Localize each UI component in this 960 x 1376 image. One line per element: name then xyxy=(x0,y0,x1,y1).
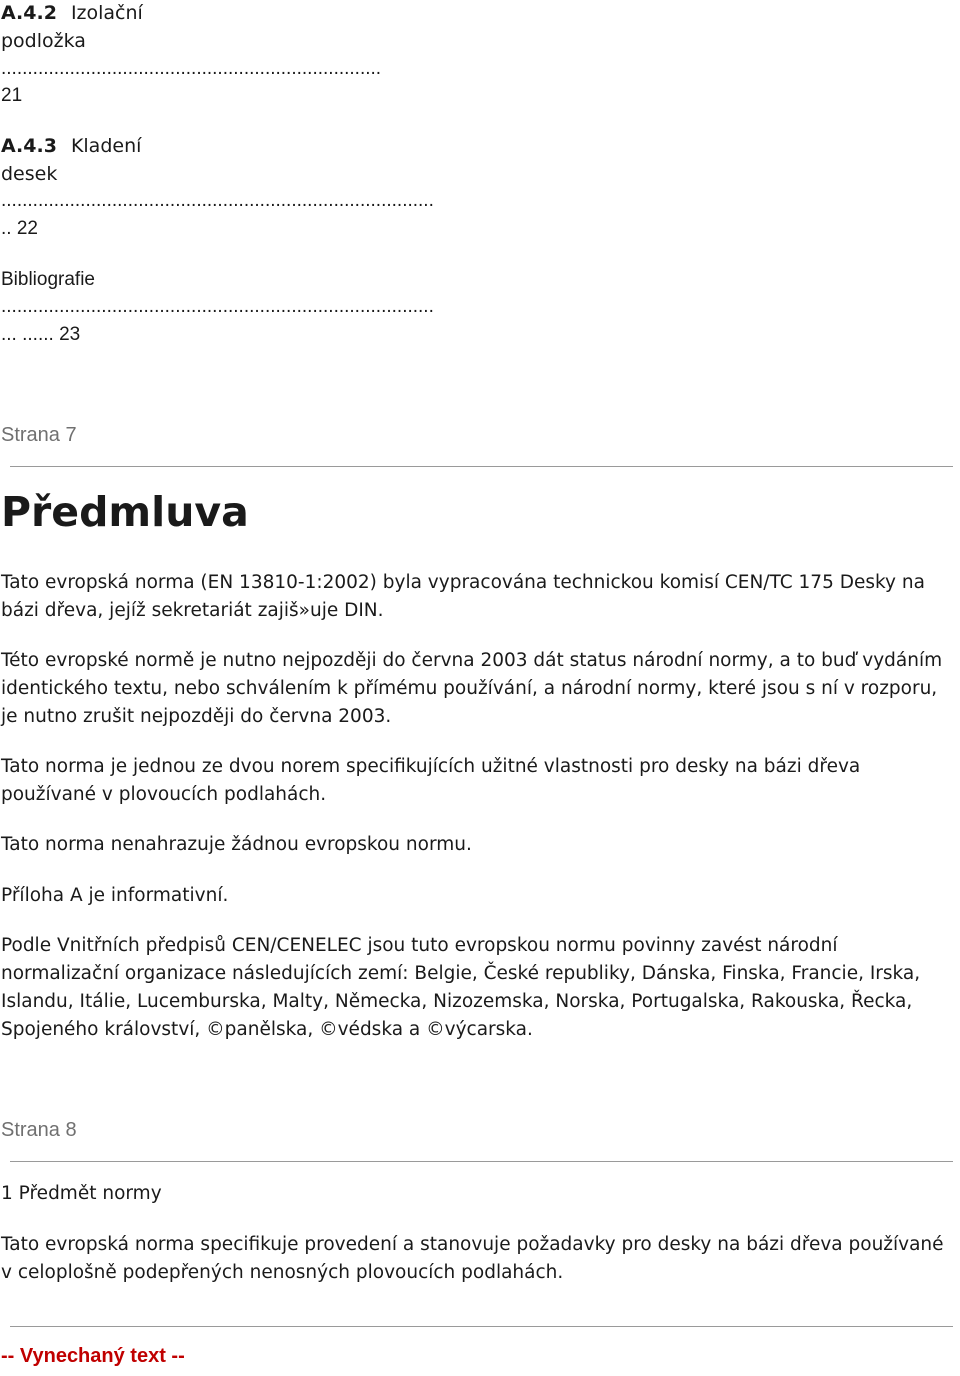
paragraph: Tato norma nenahrazuje žádnou evropskou normu. xyxy=(1,834,472,855)
toc-title: Izolační xyxy=(70,2,143,24)
paragraph: Tato evropská norma (EN 13810-1:2002) byla vypracována technickou komisí CEN/TC 175 Desky na bázi dřeva, jejíž sekretariát zajiš»uje DIN. xyxy=(1,572,925,621)
toc-title: Kladení xyxy=(70,135,142,157)
paragraph: Příloha A je informativní. xyxy=(1,885,229,906)
toc-page-number: ... ...... 23 xyxy=(1,324,81,345)
toc-entry[interactable] xyxy=(1,132,141,160)
omitted-text-notice: -- Vynechaný text -- xyxy=(1,1345,185,1367)
toc-dot-leader: ........................................................................ xyxy=(1,58,382,79)
toc-dot-leader: .................................................................................. xyxy=(1,190,434,211)
toc-number: A.4.3 xyxy=(1,135,57,157)
toc-page-number: .. 22 xyxy=(1,218,38,239)
page-divider xyxy=(10,466,953,467)
paragraph: Této evropské normě je nutno nejpozději do června 2003 dát status národní normy, a to buď vydáním identického textu, nebo schválením k přímému používání, a národní normy, které jsou s ní v rozporu, je nutno zrušit nejpozději do června 2003. xyxy=(1,650,943,727)
toc-title-continued: podložka xyxy=(1,30,86,52)
paragraph: Tato evropská norma specifikuje provedení a stanovuje požadavky pro desky na bázi dřeva používané v celoplošně podepřených nenosných plovoucích podlahách. xyxy=(1,1234,944,1283)
page-title: Předmluva xyxy=(1,488,249,536)
page-divider xyxy=(10,1161,953,1162)
page-label: Strana 8 xyxy=(1,1119,77,1141)
toc-entry[interactable] xyxy=(1,0,143,27)
toc-title-continued: desek xyxy=(1,163,58,185)
paragraph: Podle Vnitřních předpisů CEN/CENELEC jsou tuto evropskou normu povinny zavést národní normalizační organizace následujících zemí: Belgie, České republiky, Dánska, Finska, Francie, Irska, Islandu, Itálie, Lucemburska, Malty, Německa, Nizozemska, Norska, Portugalska, Rakouska, Řecka, Spojeného království, ©panělska, ©védska a ©výcarska. xyxy=(1,935,921,1040)
paragraph: Tato norma je jednou ze dvou norem specifikujících užitné vlastnosti pro desky na bázi dřeva používané v plovoucích podlahách. xyxy=(1,756,861,805)
toc-title[interactable]: Bibliografie xyxy=(1,269,95,290)
toc-dot-leader: .................................................................................. xyxy=(1,296,434,317)
toc-number: A.4.2 xyxy=(1,2,57,24)
section-heading: 1 Předmět normy xyxy=(1,1183,162,1204)
section-divider xyxy=(10,1326,953,1327)
page-label: Strana 7 xyxy=(1,424,77,446)
toc-page-number: 21 xyxy=(1,85,23,106)
